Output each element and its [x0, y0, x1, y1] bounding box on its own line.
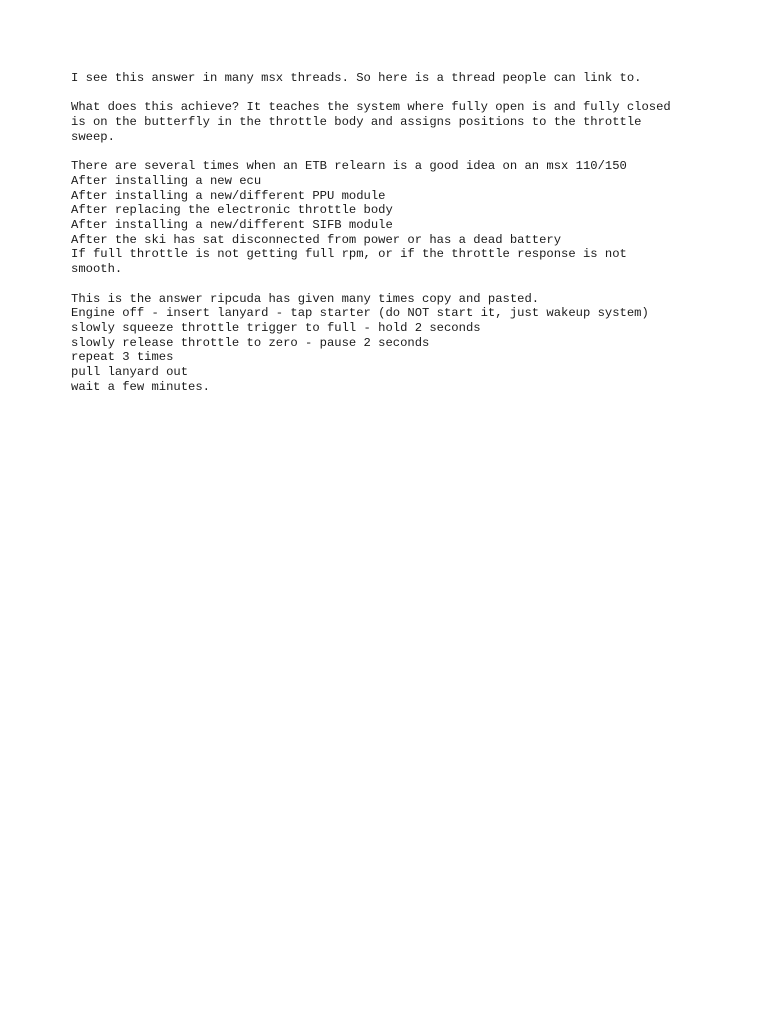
document-page — [71, 71, 731, 409]
text-line: wait a few minutes. — [71, 379, 210, 394]
text-line: slowly release throttle to zero - pause 2 seconds — [71, 335, 430, 350]
text-line: This is the answer ripcuda has given many times copy and pasted. — [71, 291, 540, 306]
text-line: After replacing the electronic throttle body — [71, 203, 393, 218]
text-line: I see this answer in many msx threads. So here is a thread people can link to. — [71, 71, 642, 85]
explanation-paragraph — [71, 100, 731, 144]
procedure-paragraph — [71, 292, 731, 395]
text-line: After installing a new/different PPU module — [71, 188, 386, 203]
text-line: After installing a new/different SIFB module — [71, 218, 393, 232]
intro-paragraph — [71, 71, 731, 86]
text-line: is on the butterfly in the throttle body and assigns positions to the throttle — [71, 115, 642, 130]
text-line: What does this achieve? It teaches the system where fully open is and fully closed — [71, 100, 671, 115]
text-line: Engine off - insert lanyard - tap starter (do NOT start it, just wakeup system) — [71, 306, 649, 321]
text-line: sweep. — [71, 129, 115, 144]
when-to-relearn-paragraph — [71, 159, 731, 277]
text-line: After the ski has sat disconnected from power or has a dead battery — [71, 232, 562, 247]
text-line: smooth. — [71, 262, 123, 277]
text-line: After installing a new ecu — [71, 173, 262, 188]
text-line: If full throttle is not getting full rpm, or if the throttle response is not — [71, 247, 627, 262]
text-line: pull lanyard out — [71, 365, 189, 380]
text-line: repeat 3 times — [71, 350, 174, 365]
text-line: slowly squeeze throttle trigger to full - hold 2 seconds — [71, 320, 481, 335]
text-line: There are several times when an ETB relearn is a good idea on an msx 110/150 — [71, 159, 627, 174]
